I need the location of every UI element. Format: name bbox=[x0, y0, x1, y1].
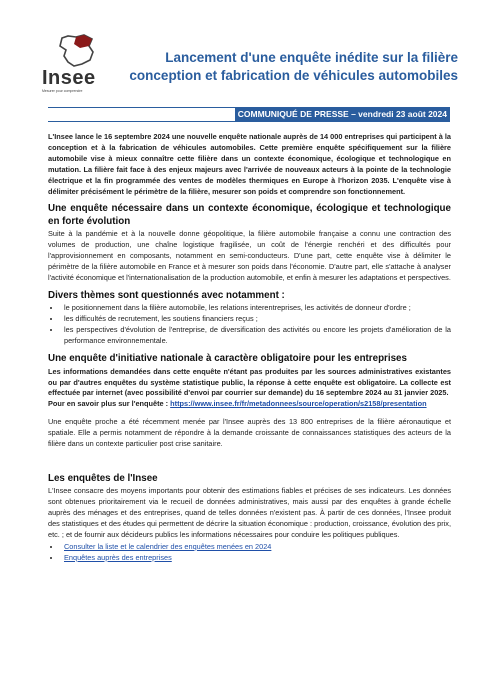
section-heading-themes: Divers thèmes sont questionnés avec notamment : bbox=[48, 289, 285, 301]
title-line-1: Lancement d'une enquête inédite sur la filière bbox=[165, 50, 458, 65]
list-item: • les difficultés de recrutement, les soutiens financiers reçus ; bbox=[61, 314, 451, 325]
france-map-icon bbox=[56, 34, 96, 68]
press-release-label: COMMUNIQUÉ DE PRESSE – vendredi 23 août 2024 bbox=[235, 108, 450, 121]
section-heading-insee-surveys: Les enquêtes de l'Insee bbox=[48, 472, 158, 484]
section-body-obligation bbox=[48, 367, 451, 411]
section-body-context: Suite à la pandémie et à la nouvelle donne géopolitique, la filière automobile française a connu une contraction des volumes de production, une chaîne logistique fragilisée, un coût de l'énergie renchéri et des difficultés pour l'approvisionnement en composants, notamment en semi-conducteurs. D'une part, cette enquête vise à délimiter le périmètre de la filière automobile en France et à mesurer son poids dans l'économie. D'autre part, elle s'attache à analyser l'activité économique et l'internationalisation de la production automobile, et enfin à mesurer les adaptations et perspectives. bbox=[48, 229, 451, 283]
section-body-insee-surveys: L'Insee consacre des moyens importants pour obtenir des estimations fiables et précises de ses indicateurs. Les données sont obtenues prioritairement via le recueil de données administratives, mais aussi par des enquêtes à grande échelle auprès des ménages et des entreprises, quand de telles données n'existent pas. À partir de ces données, l'Insee produit des statistiques et des études qui permettent de décrire la situation économique : production, croissance, évolution des prix, etc. ; et de fournir aux décideurs publics les informations nécessaires pour conduire les politiques publiques. bbox=[48, 486, 451, 540]
more-info-prefix: Pour en savoir plus sur l'enquête : bbox=[48, 399, 171, 409]
insee-logo bbox=[42, 34, 104, 94]
title-line-2: conception et fabrication de véhicules automobiles bbox=[129, 68, 458, 83]
section-heading-context: Une enquête nécessaire dans un contexte économique, écologique et technologique en forte évolution bbox=[48, 203, 451, 227]
list-item: • le positionnement dans la filière automobile, les relations interentreprises, les activités de donneur d'ordre ; bbox=[61, 303, 451, 314]
themes-list bbox=[48, 303, 451, 347]
lead-paragraph: L'Insee lance le 16 septembre 2024 une nouvelle enquête nationale auprès de 14 000 entreprises qui participent à la conception et à la fabrication de véhicules automobiles. Cette première enquête spécifiquement sur la filière automobile vise à mieux connaître cette filière dans un contexte économique, écologique et technologique en mutation. La filière fait face à des enjeux majeurs avec l'arrivée de nouveaux acteurs à la pointe de la technologie électrique et la fin programmée des ventes de modèles thermiques en Europe à l'horizon 2035. L'enquête vise à délimiter précisément le périmètre de la filière, mesurer son poids et comprendre son fonctionnement. bbox=[48, 132, 451, 196]
list-item bbox=[61, 553, 451, 564]
links-list bbox=[48, 542, 451, 564]
logo-wordmark: Insee bbox=[42, 67, 96, 89]
obligation-text: Les informations demandées dans cette enquête n'étant pas produites par les sources administratives existantes ou par d'autres enquêtes du système statistique public, la réponse à cette enquête est obligatoire. La collecte est effectuée par internet (avec possibilité d'envoi par courrier sur demande) du 16 septembre 2024 au 31 janvier 2025. bbox=[48, 366, 451, 398]
list-item: • les perspectives d'évolution de l'entreprise, de diversification des activités ou encore les projets d'amélioration de la performance environnementale. bbox=[61, 325, 451, 347]
press-release-banner bbox=[48, 107, 450, 122]
survey-presentation-link[interactable]: https://www.insee.fr/fr/metadonnees/source/operation/s2158/presentation bbox=[170, 399, 427, 409]
list-item bbox=[61, 542, 451, 553]
logo-tagline: Mesurer pour comprendre bbox=[42, 89, 83, 93]
business-surveys-link[interactable]: Enquêtes auprès des entreprises bbox=[64, 552, 172, 562]
surveys-2024-link[interactable]: Consulter la liste et le calendrier des enquêtes menées en 2024 bbox=[64, 541, 272, 551]
main-content bbox=[48, 132, 451, 564]
page-title bbox=[118, 49, 458, 85]
section-body-aeronautics: Une enquête proche a été récemment menée par l'Insee auprès des 13 800 entreprises de la filière aéronautique et spatiale. Elle a permis notamment de répondre à la demande croissante de connaissances statistiques des acteurs de la filière dans un contexte particulier post crise sanitaire. bbox=[48, 417, 451, 449]
section-heading-obligation: Une enquête d'initiative nationale à caractère obligatoire pour les entreprises bbox=[48, 353, 407, 365]
